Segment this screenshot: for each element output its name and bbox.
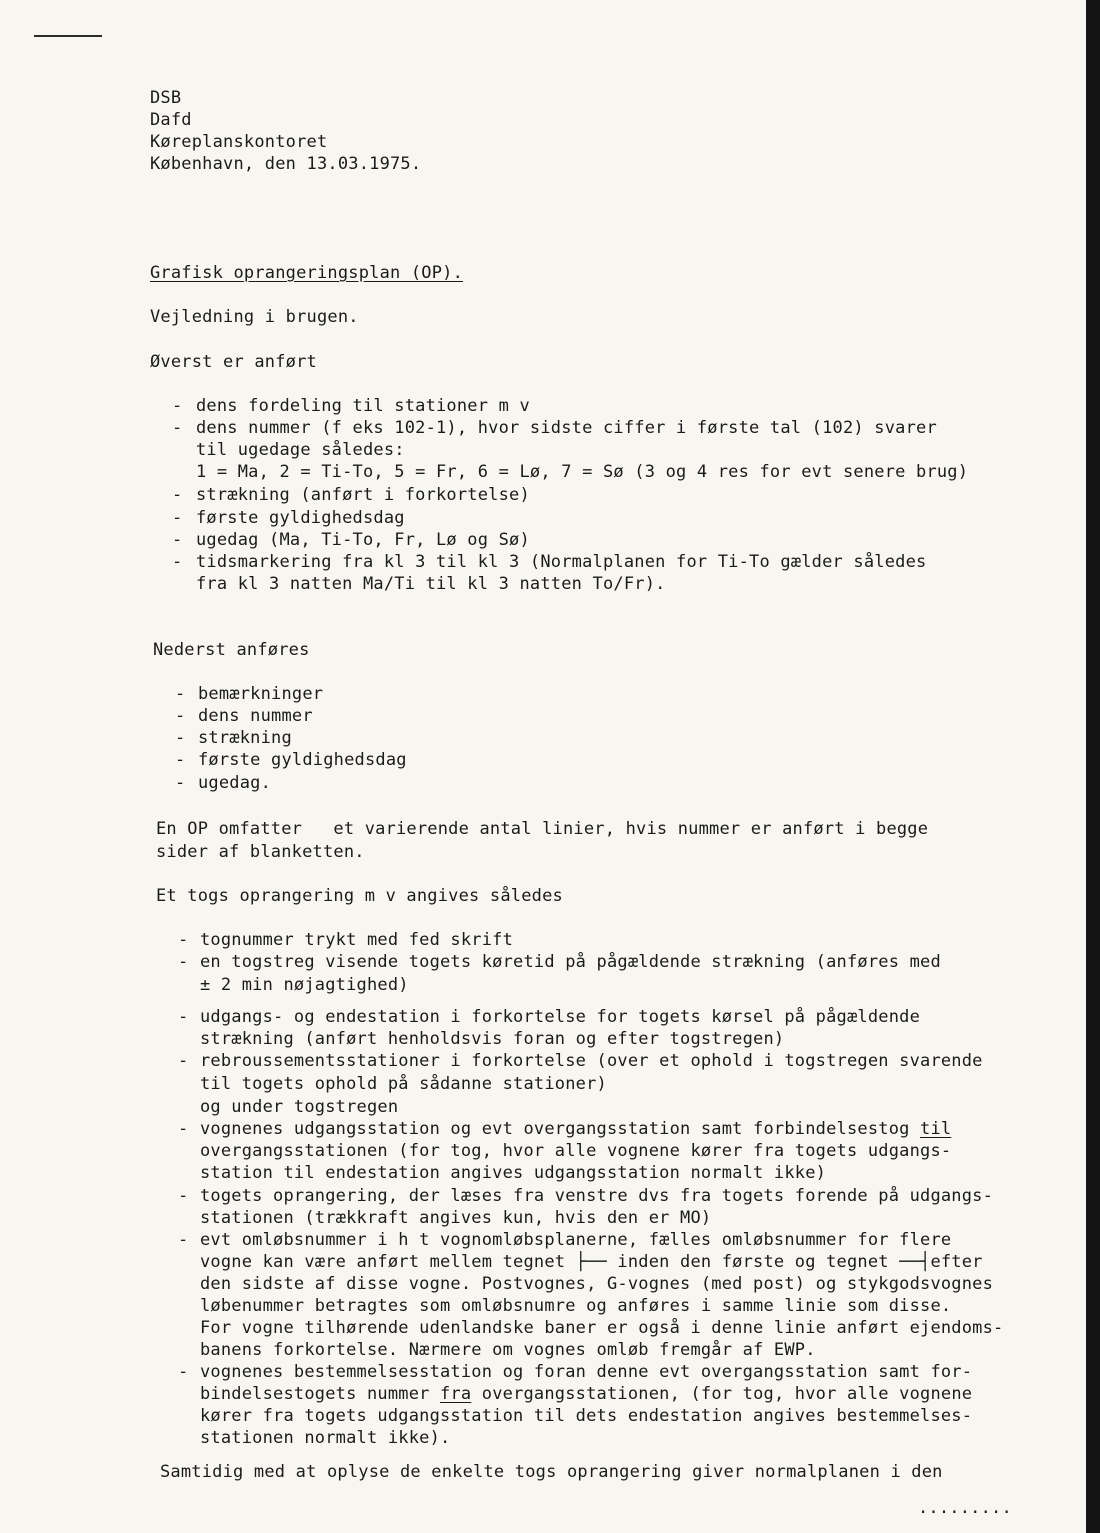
train-bullet-text: bindelsestogets nummer bbox=[200, 1384, 441, 1404]
bullet-dash: - bbox=[178, 1007, 189, 1027]
bullet-dash: - bbox=[172, 530, 183, 550]
train-bullet bbox=[200, 1119, 951, 1139]
bottom-bullet: første gyldighedsdag bbox=[198, 750, 407, 770]
header-place-date: København, den 13.03.1975. bbox=[150, 154, 422, 174]
train-bullet: rebroussementsstationer i forkortelse (over et ophold i togstregen svarende bbox=[200, 1051, 983, 1071]
train-bullet-continuation: vogne kan være anført mellem tegnet ├── inden den første og tegnet ──┤efter bbox=[200, 1252, 983, 1272]
bullet-dash: - bbox=[172, 552, 183, 572]
train-bullet-continuation: stationen normalt ikke). bbox=[200, 1428, 451, 1448]
emphasis-fra: fra bbox=[440, 1384, 472, 1404]
train-bullet-continuation bbox=[200, 1384, 972, 1404]
train-bullet-continuation: overgangsstationen (for tog, hvor alle vognene kører fra togets udgangs- bbox=[200, 1141, 952, 1161]
bottom-section-intro: Nederst anføres bbox=[153, 640, 310, 660]
train-bullet: tognummer trykt med fed skrift bbox=[200, 930, 514, 950]
top-bullet-continuation: til ugedage således: bbox=[196, 440, 405, 460]
bullet-dash: - bbox=[172, 418, 183, 438]
bullet-dash: - bbox=[178, 1186, 189, 1206]
document-subtitle: Vejledning i brugen. bbox=[150, 307, 359, 327]
train-bullet-continuation: løbenummer betragtes som omløbsnumre og anføres i samme linie som disse. bbox=[200, 1296, 952, 1316]
bottom-bullet: dens nummer bbox=[198, 706, 313, 726]
train-bullet-continuation: kører fra togets udgangsstation til dets endestation angives bestemmelses- bbox=[200, 1406, 973, 1426]
train-bullet-continuation: banens forkortelse. Nærmere om vognes omløb fremgår af EWP. bbox=[200, 1340, 816, 1360]
bullet-dash: - bbox=[175, 750, 186, 770]
op-paragraph-line: En OP omfatter et varierende antal linier, hvis nummer er anført i begge bbox=[156, 819, 929, 839]
train-bullet: evt omløbsnummer i h t vognomløbsplanerne, fælles omløbsnummer for flere bbox=[200, 1230, 952, 1250]
bottom-bullet: bemærkninger bbox=[198, 684, 324, 704]
train-bullet: en togstreg visende togets køretid på pågældende strækning (anføres med bbox=[200, 952, 941, 972]
top-bullet: ugedag (Ma, Ti-To, Fr, Lø og Sø) bbox=[196, 530, 530, 550]
train-bullet-text: overgangsstationen, (for tog, hvor alle vognene bbox=[471, 1384, 973, 1404]
bullet-dash: - bbox=[178, 952, 189, 972]
bullet-dash: - bbox=[175, 728, 186, 748]
top-bullet: dens fordeling til stationer m v bbox=[196, 396, 530, 416]
train-bullet-continuation: strækning (anført henholdsvis foran og efter togstregen) bbox=[200, 1029, 785, 1049]
closing-line: Samtidig med at oplyse de enkelte togs oprangering giver normalplanen i den bbox=[160, 1462, 943, 1482]
bullet-dash: - bbox=[175, 706, 186, 726]
top-bullet: tidsmarkering fra kl 3 til kl 3 (Normalplanen for Ti-To gælder således bbox=[196, 552, 927, 572]
top-section-intro: Øverst er anført bbox=[150, 352, 317, 372]
op-paragraph-line: sider af blanketten. bbox=[156, 842, 365, 862]
continuation-dots: ......... bbox=[918, 1498, 1012, 1518]
document-title: Grafisk oprangeringsplan (OP). bbox=[150, 263, 464, 283]
train-bullet-text: vognenes udgangsstation og evt overgangsstation samt forbindelsestog bbox=[200, 1119, 921, 1139]
train-bullet: togets oprangering, der læses fra venstre dvs fra togets forende på udgangs- bbox=[200, 1186, 994, 1206]
train-bullet-continuation: den sidste af disse vogne. Postvognes, G-vognes (med post) og stykgodsvognes bbox=[200, 1274, 994, 1294]
train-bullet-continuation: For vogne tilhørende udenlandske baner er også i denne linie anført ejendoms- bbox=[200, 1318, 1004, 1338]
train-bullet: udgangs- og endestation i forkortelse for togets kørsel på pågældende bbox=[200, 1007, 921, 1027]
top-bullet: strækning (anført i forkortelse) bbox=[196, 485, 530, 505]
bottom-bullet: strækning bbox=[198, 728, 292, 748]
train-bullet-continuation: station til endestation angives udgangsstation normalt ikke) bbox=[200, 1163, 827, 1183]
top-bullet-continuation: 1 = Ma, 2 = Ti-To, 5 = Fr, 6 = Lø, 7 = Sø (3 og 4 res for evt senere brug) bbox=[196, 462, 969, 482]
train-bullet-continuation: ± 2 min nøjagtighed) bbox=[200, 975, 409, 995]
bullet-dash: - bbox=[178, 1230, 189, 1250]
header-org: DSB bbox=[150, 88, 182, 108]
header-office: Køreplanskontoret bbox=[150, 132, 328, 152]
bullet-dash: - bbox=[178, 1119, 189, 1139]
bullet-dash: - bbox=[178, 1051, 189, 1071]
train-bullet: vognenes bestemmelsesstation og foran denne evt overgangsstation samt for- bbox=[200, 1362, 973, 1382]
header-dept: Dafd bbox=[150, 110, 192, 130]
train-bullet-continuation: og under togstregen bbox=[200, 1097, 399, 1117]
bullet-dash: - bbox=[172, 485, 183, 505]
bullet-dash: - bbox=[178, 930, 189, 950]
bullet-dash: - bbox=[178, 1362, 189, 1382]
emphasis-til: til bbox=[920, 1119, 952, 1139]
top-bullet-continuation: fra kl 3 natten Ma/Ti til kl 3 natten To/Fr). bbox=[196, 574, 666, 594]
bullet-dash: - bbox=[175, 684, 186, 704]
bullet-dash: - bbox=[175, 773, 186, 793]
train-bullet-continuation: til togets ophold på sådanne stationer) bbox=[200, 1074, 607, 1094]
top-bullet: første gyldighedsdag bbox=[196, 508, 405, 528]
train-section-intro: Et togs oprangering m v angives således bbox=[156, 886, 563, 906]
bullet-dash: - bbox=[172, 396, 183, 416]
train-bullet-continuation: stationen (trækkraft angives kun, hvis den er MO) bbox=[200, 1208, 712, 1228]
bullet-dash: - bbox=[172, 508, 183, 528]
bottom-bullet: ugedag. bbox=[198, 773, 272, 793]
top-bullet: dens nummer (f eks 102-1), hvor sidste ciffer i første tal (102) svarer bbox=[196, 418, 937, 438]
